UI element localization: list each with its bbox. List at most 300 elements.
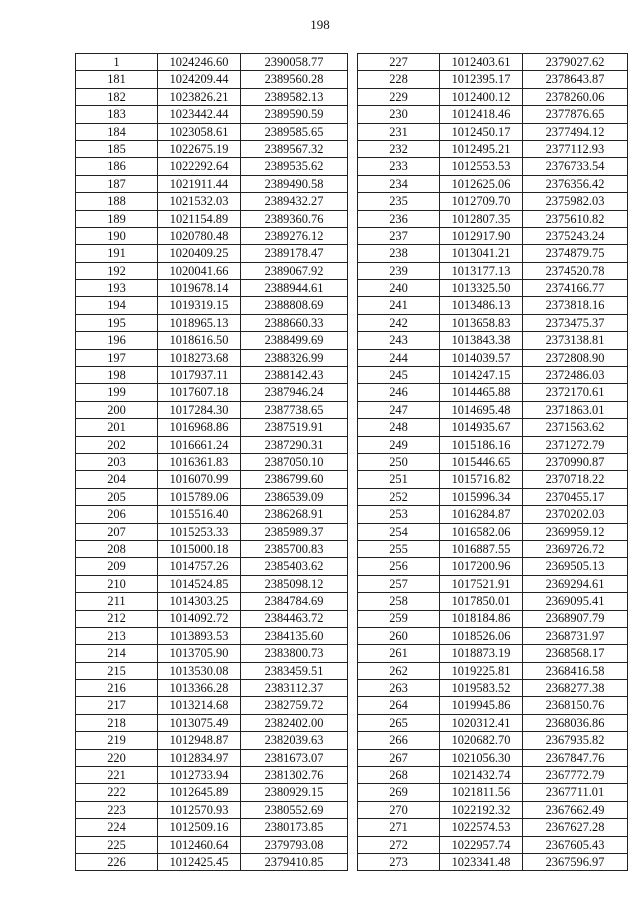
y-coordinate-cell: 2367662.49 — [523, 801, 628, 818]
x-coordinate-cell: 1012917.90 — [440, 227, 523, 244]
point-number-cell: 196 — [76, 332, 158, 349]
x-coordinate-cell: 1016361.83 — [158, 453, 241, 470]
point-number-cell: 242 — [358, 314, 440, 331]
point-number-cell: 214 — [76, 645, 158, 662]
point-number-cell: 247 — [358, 401, 440, 418]
table-row — [76, 853, 348, 870]
point-number-cell: 268 — [358, 767, 440, 784]
point-number-cell: 265 — [358, 714, 440, 731]
y-coordinate-cell: 2382759.72 — [241, 697, 348, 714]
point-number-cell: 235 — [358, 193, 440, 210]
x-coordinate-cell: 1021154.89 — [158, 210, 241, 227]
table-row — [358, 193, 628, 210]
point-number-cell: 237 — [358, 227, 440, 244]
y-coordinate-cell: 2383112.37 — [241, 680, 348, 697]
point-number-cell: 259 — [358, 610, 440, 627]
x-coordinate-cell: 1012834.97 — [158, 749, 241, 766]
point-number-cell: 208 — [76, 540, 158, 557]
x-coordinate-cell: 1020682.70 — [440, 732, 523, 749]
point-number-cell: 238 — [358, 245, 440, 262]
x-coordinate-cell: 1014039.57 — [440, 349, 523, 366]
table-row — [76, 610, 348, 627]
x-coordinate-cell: 1012425.45 — [158, 853, 241, 870]
x-coordinate-cell: 1017850.01 — [440, 593, 523, 610]
y-coordinate-cell: 2389535.62 — [241, 158, 348, 175]
y-coordinate-cell: 2369505.13 — [523, 558, 628, 575]
x-coordinate-cell: 1012495.21 — [440, 140, 523, 157]
x-coordinate-cell: 1013705.90 — [158, 645, 241, 662]
point-number-cell: 192 — [76, 262, 158, 279]
point-number-cell: 183 — [76, 106, 158, 123]
y-coordinate-cell: 2377876.65 — [523, 106, 628, 123]
y-coordinate-cell: 2376356.42 — [523, 175, 628, 192]
x-coordinate-cell: 1013530.08 — [158, 662, 241, 679]
table-row — [358, 332, 628, 349]
x-coordinate-cell: 1015516.40 — [158, 506, 241, 523]
table-row — [76, 280, 348, 297]
y-coordinate-cell: 2388499.69 — [241, 332, 348, 349]
x-coordinate-cell: 1018526.06 — [440, 627, 523, 644]
y-coordinate-cell: 2368416.58 — [523, 662, 628, 679]
table-row — [76, 88, 348, 105]
x-coordinate-cell: 1016887.55 — [440, 540, 523, 557]
point-number-cell: 206 — [76, 506, 158, 523]
table-row — [358, 384, 628, 401]
table-row — [76, 193, 348, 210]
point-number-cell: 258 — [358, 593, 440, 610]
table-row — [358, 523, 628, 540]
y-coordinate-cell: 2384135.60 — [241, 627, 348, 644]
y-coordinate-cell: 2379027.62 — [523, 54, 628, 71]
x-coordinate-cell: 1018273.68 — [158, 349, 241, 366]
table-row — [76, 401, 348, 418]
y-coordinate-cell: 2389582.13 — [241, 88, 348, 105]
x-coordinate-cell: 1018873.19 — [440, 645, 523, 662]
x-coordinate-cell: 1013658.83 — [440, 314, 523, 331]
x-coordinate-cell: 1013177.13 — [440, 262, 523, 279]
table-row — [358, 749, 628, 766]
table-row — [76, 175, 348, 192]
point-number-cell: 250 — [358, 453, 440, 470]
point-number-cell: 228 — [358, 71, 440, 88]
x-coordinate-cell: 1023341.48 — [440, 853, 523, 870]
table-row — [76, 593, 348, 610]
table-row — [76, 575, 348, 592]
x-coordinate-cell: 1013214.68 — [158, 697, 241, 714]
point-number-cell: 220 — [76, 749, 158, 766]
y-coordinate-cell: 2387290.31 — [241, 436, 348, 453]
y-coordinate-cell: 2369294.61 — [523, 575, 628, 592]
x-coordinate-cell: 1016968.86 — [158, 419, 241, 436]
y-coordinate-cell: 2367935.82 — [523, 732, 628, 749]
x-coordinate-cell: 1021432.74 — [440, 767, 523, 784]
table-row — [358, 367, 628, 384]
table-row — [76, 106, 348, 123]
y-coordinate-cell: 2377112.93 — [523, 140, 628, 157]
y-coordinate-cell: 2388660.33 — [241, 314, 348, 331]
table-row — [76, 453, 348, 470]
y-coordinate-cell: 2389067.92 — [241, 262, 348, 279]
point-number-cell: 184 — [76, 123, 158, 140]
point-number-cell: 240 — [358, 280, 440, 297]
x-coordinate-cell: 1012709.70 — [440, 193, 523, 210]
page-number: 198 — [310, 17, 330, 32]
point-number-cell: 233 — [358, 158, 440, 175]
y-coordinate-cell: 2371272.79 — [523, 436, 628, 453]
table-row — [76, 367, 348, 384]
y-coordinate-cell: 2383459.51 — [241, 662, 348, 679]
point-number-cell: 243 — [358, 332, 440, 349]
point-number-cell: 231 — [358, 123, 440, 140]
y-coordinate-cell: 2367711.01 — [523, 784, 628, 801]
y-coordinate-cell: 2367627.28 — [523, 819, 628, 836]
x-coordinate-cell: 1020409.25 — [158, 245, 241, 262]
x-coordinate-cell: 1021811.56 — [440, 784, 523, 801]
y-coordinate-cell: 2386799.60 — [241, 471, 348, 488]
y-coordinate-cell: 2389360.76 — [241, 210, 348, 227]
y-coordinate-cell: 2390058.77 — [241, 54, 348, 71]
point-number-cell: 223 — [76, 801, 158, 818]
x-coordinate-cell: 1012509.16 — [158, 819, 241, 836]
x-coordinate-cell: 1015996.34 — [440, 488, 523, 505]
y-coordinate-cell: 2389490.58 — [241, 175, 348, 192]
table-row — [358, 801, 628, 818]
x-coordinate-cell: 1014092.72 — [158, 610, 241, 627]
point-number-cell: 203 — [76, 453, 158, 470]
point-number-cell: 213 — [76, 627, 158, 644]
table-row — [358, 506, 628, 523]
y-coordinate-cell: 2370202.03 — [523, 506, 628, 523]
y-coordinate-cell: 2382402.00 — [241, 714, 348, 731]
y-coordinate-cell: 2385989.37 — [241, 523, 348, 540]
y-coordinate-cell: 2380173.85 — [241, 819, 348, 836]
point-number-cell: 202 — [76, 436, 158, 453]
x-coordinate-cell: 1021056.30 — [440, 749, 523, 766]
point-number-cell: 272 — [358, 836, 440, 853]
y-coordinate-cell: 2387519.91 — [241, 419, 348, 436]
table-row — [358, 680, 628, 697]
point-number-cell: 257 — [358, 575, 440, 592]
x-coordinate-cell: 1017607.18 — [158, 384, 241, 401]
x-coordinate-cell: 1014303.25 — [158, 593, 241, 610]
point-number-cell: 209 — [76, 558, 158, 575]
point-number-cell: 185 — [76, 140, 158, 157]
table-row — [358, 175, 628, 192]
table-row — [358, 262, 628, 279]
table-row — [76, 71, 348, 88]
y-coordinate-cell: 2381673.07 — [241, 749, 348, 766]
point-number-cell: 270 — [358, 801, 440, 818]
x-coordinate-cell: 1014695.48 — [440, 401, 523, 418]
table-row — [76, 819, 348, 836]
point-number-cell: 189 — [76, 210, 158, 227]
x-coordinate-cell: 1020041.66 — [158, 262, 241, 279]
x-coordinate-cell: 1013486.13 — [440, 297, 523, 314]
table-row — [358, 158, 628, 175]
table-row — [358, 227, 628, 244]
y-coordinate-cell: 2385403.62 — [241, 558, 348, 575]
x-coordinate-cell: 1017521.91 — [440, 575, 523, 592]
point-number-cell: 181 — [76, 71, 158, 88]
y-coordinate-cell: 2368036.86 — [523, 714, 628, 731]
point-number-cell: 256 — [358, 558, 440, 575]
x-coordinate-cell: 1014757.26 — [158, 558, 241, 575]
y-coordinate-cell: 2367605.43 — [523, 836, 628, 853]
table-row — [76, 801, 348, 818]
point-number-cell: 266 — [358, 732, 440, 749]
point-number-cell: 271 — [358, 819, 440, 836]
y-coordinate-cell: 2377494.12 — [523, 123, 628, 140]
y-coordinate-cell: 2370990.87 — [523, 453, 628, 470]
x-coordinate-cell: 1024246.60 — [158, 54, 241, 71]
table-row — [76, 558, 348, 575]
y-coordinate-cell: 2370455.17 — [523, 488, 628, 505]
y-coordinate-cell: 2387050.10 — [241, 453, 348, 470]
table-row — [358, 71, 628, 88]
point-number-cell: 194 — [76, 297, 158, 314]
point-number-cell: 195 — [76, 314, 158, 331]
y-coordinate-cell: 2376733.54 — [523, 158, 628, 175]
table-row — [76, 471, 348, 488]
table-row — [358, 558, 628, 575]
x-coordinate-cell: 1012570.93 — [158, 801, 241, 818]
point-number-cell: 234 — [358, 175, 440, 192]
x-coordinate-cell: 1015789.06 — [158, 488, 241, 505]
table-row — [358, 732, 628, 749]
table-row — [358, 436, 628, 453]
y-coordinate-cell: 2375243.24 — [523, 227, 628, 244]
x-coordinate-cell: 1012645.89 — [158, 784, 241, 801]
point-number-cell: 200 — [76, 401, 158, 418]
point-number-cell: 260 — [358, 627, 440, 644]
x-coordinate-cell: 1013325.50 — [440, 280, 523, 297]
y-coordinate-cell: 2378260.06 — [523, 88, 628, 105]
x-coordinate-cell: 1016070.99 — [158, 471, 241, 488]
table-row — [76, 714, 348, 731]
table-row — [76, 54, 348, 71]
x-coordinate-cell: 1019225.81 — [440, 662, 523, 679]
point-number-cell: 201 — [76, 419, 158, 436]
x-coordinate-cell: 1014247.15 — [440, 367, 523, 384]
x-coordinate-cell: 1012403.61 — [440, 54, 523, 71]
y-coordinate-cell: 2373475.37 — [523, 314, 628, 331]
y-coordinate-cell: 2384463.72 — [241, 610, 348, 627]
point-number-cell: 204 — [76, 471, 158, 488]
table-row — [358, 714, 628, 731]
point-number-cell: 246 — [358, 384, 440, 401]
point-number-cell: 225 — [76, 836, 158, 853]
x-coordinate-cell: 1022292.64 — [158, 158, 241, 175]
point-number-cell: 191 — [76, 245, 158, 262]
point-number-cell: 216 — [76, 680, 158, 697]
x-coordinate-cell: 1016284.87 — [440, 506, 523, 523]
x-coordinate-cell: 1021532.03 — [158, 193, 241, 210]
point-number-cell: 255 — [358, 540, 440, 557]
point-number-cell: 239 — [358, 262, 440, 279]
table-row — [358, 819, 628, 836]
point-number-cell: 205 — [76, 488, 158, 505]
x-coordinate-cell: 1012395.17 — [440, 71, 523, 88]
y-coordinate-cell: 2387738.65 — [241, 401, 348, 418]
y-coordinate-cell: 2373818.16 — [523, 297, 628, 314]
coordinate-table-right — [357, 53, 628, 871]
table-row — [76, 436, 348, 453]
table-row — [76, 349, 348, 366]
table-row — [358, 784, 628, 801]
y-coordinate-cell: 2372170.61 — [523, 384, 628, 401]
table-row — [358, 123, 628, 140]
table-row — [358, 767, 628, 784]
y-coordinate-cell: 2368731.97 — [523, 627, 628, 644]
point-number-cell: 264 — [358, 697, 440, 714]
y-coordinate-cell: 2385700.83 — [241, 540, 348, 557]
point-number-cell: 212 — [76, 610, 158, 627]
x-coordinate-cell: 1014524.85 — [158, 575, 241, 592]
table-row — [358, 471, 628, 488]
y-coordinate-cell: 2389432.27 — [241, 193, 348, 210]
x-coordinate-cell: 1015716.82 — [440, 471, 523, 488]
x-coordinate-cell: 1019583.52 — [440, 680, 523, 697]
y-coordinate-cell: 2368907.79 — [523, 610, 628, 627]
table-row — [76, 314, 348, 331]
point-number-cell: 261 — [358, 645, 440, 662]
x-coordinate-cell: 1018184.86 — [440, 610, 523, 627]
x-coordinate-cell: 1023442.44 — [158, 106, 241, 123]
y-coordinate-cell: 2367772.79 — [523, 767, 628, 784]
point-number-cell: 221 — [76, 767, 158, 784]
x-coordinate-cell: 1023058.61 — [158, 123, 241, 140]
table-row — [358, 419, 628, 436]
y-coordinate-cell: 2369959.12 — [523, 523, 628, 540]
point-number-cell: 197 — [76, 349, 158, 366]
table-row — [358, 610, 628, 627]
x-coordinate-cell: 1022574.53 — [440, 819, 523, 836]
table-row — [76, 523, 348, 540]
y-coordinate-cell: 2373138.81 — [523, 332, 628, 349]
point-number-cell: 249 — [358, 436, 440, 453]
x-coordinate-cell: 1019319.15 — [158, 297, 241, 314]
x-coordinate-cell: 1021911.44 — [158, 175, 241, 192]
x-coordinate-cell: 1016661.24 — [158, 436, 241, 453]
y-coordinate-cell: 2372486.03 — [523, 367, 628, 384]
x-coordinate-cell: 1012625.06 — [440, 175, 523, 192]
y-coordinate-cell: 2388142.43 — [241, 367, 348, 384]
y-coordinate-cell: 2379410.85 — [241, 853, 348, 870]
table-row — [76, 297, 348, 314]
table-row — [358, 593, 628, 610]
point-number-cell: 187 — [76, 175, 158, 192]
point-number-cell: 245 — [358, 367, 440, 384]
table-row — [358, 575, 628, 592]
table-row — [358, 488, 628, 505]
y-coordinate-cell: 2367847.76 — [523, 749, 628, 766]
y-coordinate-cell: 2381302.76 — [241, 767, 348, 784]
point-number-cell: 218 — [76, 714, 158, 731]
x-coordinate-cell: 1018965.13 — [158, 314, 241, 331]
point-number-cell: 210 — [76, 575, 158, 592]
x-coordinate-cell: 1024209.44 — [158, 71, 241, 88]
point-number-cell: 215 — [76, 662, 158, 679]
point-number-cell: 188 — [76, 193, 158, 210]
x-coordinate-cell: 1022675.19 — [158, 140, 241, 157]
table-row — [76, 784, 348, 801]
y-coordinate-cell: 2380929.15 — [241, 784, 348, 801]
table-row — [76, 645, 348, 662]
x-coordinate-cell: 1022192.32 — [440, 801, 523, 818]
x-coordinate-cell: 1019945.86 — [440, 697, 523, 714]
x-coordinate-cell: 1012418.46 — [440, 106, 523, 123]
point-number-cell: 217 — [76, 697, 158, 714]
point-number-cell: 273 — [358, 853, 440, 870]
x-coordinate-cell: 1014465.88 — [440, 384, 523, 401]
table-row — [76, 332, 348, 349]
y-coordinate-cell: 2379793.08 — [241, 836, 348, 853]
table-row — [358, 54, 628, 71]
point-number-cell: 229 — [358, 88, 440, 105]
x-coordinate-cell: 1013366.28 — [158, 680, 241, 697]
point-number-cell: 248 — [358, 419, 440, 436]
y-coordinate-cell: 2388326.99 — [241, 349, 348, 366]
y-coordinate-cell: 2388944.61 — [241, 280, 348, 297]
point-number-cell: 254 — [358, 523, 440, 540]
point-number-cell: 251 — [358, 471, 440, 488]
y-coordinate-cell: 2372808.90 — [523, 349, 628, 366]
point-number-cell: 190 — [76, 227, 158, 244]
table-row — [358, 314, 628, 331]
table-row — [358, 540, 628, 557]
x-coordinate-cell: 1015000.18 — [158, 540, 241, 557]
x-coordinate-cell: 1012807.35 — [440, 210, 523, 227]
point-number-cell: 224 — [76, 819, 158, 836]
table-row — [76, 123, 348, 140]
x-coordinate-cell: 1013843.38 — [440, 332, 523, 349]
table-row — [76, 732, 348, 749]
y-coordinate-cell: 2389178.47 — [241, 245, 348, 262]
table-row — [76, 262, 348, 279]
x-coordinate-cell: 1023826.21 — [158, 88, 241, 105]
x-coordinate-cell: 1015186.16 — [440, 436, 523, 453]
table-row — [76, 680, 348, 697]
table-row — [358, 245, 628, 262]
y-coordinate-cell: 2367596.97 — [523, 853, 628, 870]
y-coordinate-cell: 2383800.73 — [241, 645, 348, 662]
x-coordinate-cell: 1017200.96 — [440, 558, 523, 575]
point-number-cell: 227 — [358, 54, 440, 71]
point-number-cell: 232 — [358, 140, 440, 157]
table-row — [358, 210, 628, 227]
y-coordinate-cell: 2368277.38 — [523, 680, 628, 697]
y-coordinate-cell: 2389276.12 — [241, 227, 348, 244]
y-coordinate-cell: 2369726.72 — [523, 540, 628, 557]
x-coordinate-cell: 1022957.74 — [440, 836, 523, 853]
y-coordinate-cell: 2387946.24 — [241, 384, 348, 401]
point-number-cell: 252 — [358, 488, 440, 505]
x-coordinate-cell: 1016582.06 — [440, 523, 523, 540]
x-coordinate-cell: 1012400.12 — [440, 88, 523, 105]
point-number-cell: 193 — [76, 280, 158, 297]
x-coordinate-cell: 1018616.50 — [158, 332, 241, 349]
x-coordinate-cell: 1012553.53 — [440, 158, 523, 175]
table-row — [358, 349, 628, 366]
y-coordinate-cell: 2385098.12 — [241, 575, 348, 592]
y-coordinate-cell: 2378643.87 — [523, 71, 628, 88]
point-number-cell: 222 — [76, 784, 158, 801]
point-number-cell: 207 — [76, 523, 158, 540]
x-coordinate-cell: 1020312.41 — [440, 714, 523, 731]
x-coordinate-cell: 1013075.49 — [158, 714, 241, 731]
table-row — [76, 836, 348, 853]
y-coordinate-cell: 2384784.69 — [241, 593, 348, 610]
